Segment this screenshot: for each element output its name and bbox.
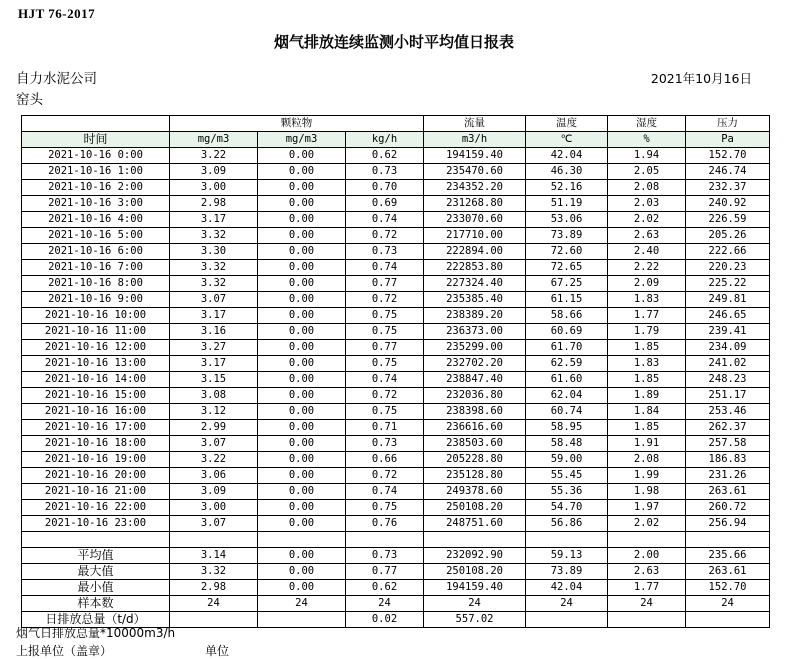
cell-flow: 232702.20: [424, 356, 526, 372]
cell-flow: 238389.20: [424, 308, 526, 324]
spacer-cell: [170, 532, 258, 548]
cell-pres: 186.83: [686, 452, 770, 468]
cell-pres: 263.61: [686, 484, 770, 500]
cell-time: 2021-10-16 12:00: [22, 340, 170, 356]
cell-c2: 0.00: [258, 148, 346, 164]
cell-pres: 239.41: [686, 324, 770, 340]
summary-c1: 3.32: [170, 564, 258, 580]
cell-time: 2021-10-16 19:00: [22, 452, 170, 468]
summary-label-average: 平均值: [22, 548, 170, 564]
summary-pres: 24: [686, 596, 770, 612]
summary-c1: 3.14: [170, 548, 258, 564]
header-unit-humidity: %: [608, 132, 686, 148]
cell-temp: 59.00: [526, 452, 608, 468]
summary-label-daily-total: 日排放总量（t/d）: [22, 612, 170, 628]
summary-hum: [608, 612, 686, 628]
summary-flow: 557.02: [424, 612, 526, 628]
cell-time: 2021-10-16 3:00: [22, 196, 170, 212]
table-row: [22, 516, 770, 532]
cell-c2: 0.00: [258, 484, 346, 500]
cell-c2: 0.00: [258, 212, 346, 228]
table-row: [22, 308, 770, 324]
cell-c1: 3.07: [170, 516, 258, 532]
spacer-cell: [346, 532, 424, 548]
summary-flow: 232092.90: [424, 548, 526, 564]
cell-c1: 2.99: [170, 420, 258, 436]
cell-c2: 0.00: [258, 276, 346, 292]
cell-c1: 3.22: [170, 452, 258, 468]
cell-temp: 62.59: [526, 356, 608, 372]
cell-c2: 0.00: [258, 372, 346, 388]
cell-c3: 0.75: [346, 500, 424, 516]
cell-c2: 0.00: [258, 324, 346, 340]
summary-c3: 0.62: [346, 580, 424, 596]
cell-time: 2021-10-16 15:00: [22, 388, 170, 404]
cell-pres: 246.74: [686, 164, 770, 180]
cell-pres: 246.65: [686, 308, 770, 324]
table-group-header-row: [22, 116, 770, 132]
cell-c3: 0.72: [346, 468, 424, 484]
cell-temp: 55.45: [526, 468, 608, 484]
summary-c3: 0.77: [346, 564, 424, 580]
cell-hum: 1.99: [608, 468, 686, 484]
summary-c2: 0.00: [258, 548, 346, 564]
summary-flow: 194159.40: [424, 580, 526, 596]
cell-time: 2021-10-16 8:00: [22, 276, 170, 292]
cell-hum: 2.02: [608, 212, 686, 228]
cell-time: 2021-10-16 5:00: [22, 228, 170, 244]
cell-temp: 73.89: [526, 228, 608, 244]
cell-time: 2021-10-16 2:00: [22, 180, 170, 196]
summary-temp: 42.04: [526, 580, 608, 596]
cell-temp: 58.48: [526, 436, 608, 452]
cell-hum: 1.85: [608, 340, 686, 356]
cell-time: 2021-10-16 16:00: [22, 404, 170, 420]
table-row: [22, 180, 770, 196]
header-unit-temperature: ℃: [526, 132, 608, 148]
cell-hum: 2.08: [608, 452, 686, 468]
cell-c1: 2.98: [170, 196, 258, 212]
cell-c1: 3.22: [170, 148, 258, 164]
summary-hum: 1.77: [608, 580, 686, 596]
cell-hum: 1.98: [608, 484, 686, 500]
report-table-container: [21, 115, 769, 628]
cell-c3: 0.76: [346, 516, 424, 532]
cell-c3: 0.74: [346, 260, 424, 276]
cell-hum: 1.85: [608, 420, 686, 436]
cell-c2: 0.00: [258, 196, 346, 212]
summary-temp: 73.89: [526, 564, 608, 580]
cell-pres: 248.23: [686, 372, 770, 388]
cell-pres: 241.02: [686, 356, 770, 372]
cell-c3: 0.72: [346, 228, 424, 244]
cell-c1: 3.32: [170, 228, 258, 244]
cell-c3: 0.66: [346, 452, 424, 468]
cell-flow: 238847.40: [424, 372, 526, 388]
summary-label-maximum: 最大值: [22, 564, 170, 580]
header-particulate: 颗粒物: [170, 116, 424, 132]
cell-c1: 3.32: [170, 276, 258, 292]
cell-flow: 227324.40: [424, 276, 526, 292]
summary-row-minimum: [22, 580, 770, 596]
cell-flow: 235128.80: [424, 468, 526, 484]
cell-c1: 3.08: [170, 388, 258, 404]
cell-c2: 0.00: [258, 228, 346, 244]
table-row: [22, 244, 770, 260]
cell-hum: 1.89: [608, 388, 686, 404]
summary-c3: 24: [346, 596, 424, 612]
table-row: [22, 404, 770, 420]
cell-c1: 3.06: [170, 468, 258, 484]
summary-label-sample-count: 样本数: [22, 596, 170, 612]
cell-c1: 3.09: [170, 164, 258, 180]
summary-pres: 235.66: [686, 548, 770, 564]
cell-flow: 238503.60: [424, 436, 526, 452]
cell-c2: 0.00: [258, 180, 346, 196]
cell-flow: 249378.60: [424, 484, 526, 500]
header-humidity: 湿度: [608, 116, 686, 132]
cell-c3: 0.72: [346, 292, 424, 308]
cell-c1: 3.17: [170, 356, 258, 372]
cell-pres: 234.09: [686, 340, 770, 356]
cell-c2: 0.00: [258, 308, 346, 324]
cell-c1: 3.32: [170, 260, 258, 276]
cell-c2: 0.00: [258, 436, 346, 452]
cell-hum: 1.94: [608, 148, 686, 164]
cell-c2: 0.00: [258, 260, 346, 276]
cell-hum: 2.03: [608, 196, 686, 212]
cell-c1: 3.09: [170, 484, 258, 500]
cell-flow: 248751.60: [424, 516, 526, 532]
cell-flow: 236373.00: [424, 324, 526, 340]
table-row: [22, 260, 770, 276]
cell-pres: 249.81: [686, 292, 770, 308]
cell-c3: 0.62: [346, 148, 424, 164]
table-row: [22, 164, 770, 180]
table-row: [22, 324, 770, 340]
cell-hum: 1.83: [608, 356, 686, 372]
cell-hum: 2.02: [608, 516, 686, 532]
footer-unit-label: 单位: [205, 644, 230, 658]
table-row: [22, 340, 770, 356]
header-unit-c1: mg/m3: [170, 132, 258, 148]
cell-c3: 0.73: [346, 436, 424, 452]
cell-pres: 226.59: [686, 212, 770, 228]
cell-temp: 62.04: [526, 388, 608, 404]
cell-pres: 232.37: [686, 180, 770, 196]
cell-time: 2021-10-16 20:00: [22, 468, 170, 484]
table-row: [22, 196, 770, 212]
header-unit-c3: kg/h: [346, 132, 424, 148]
cell-time: 2021-10-16 1:00: [22, 164, 170, 180]
report-date: 2021年10月16日: [650, 71, 752, 86]
cell-temp: 46.30: [526, 164, 608, 180]
cell-temp: 61.15: [526, 292, 608, 308]
table-row: [22, 356, 770, 372]
cell-time: 2021-10-16 14:00: [22, 372, 170, 388]
cell-temp: 60.69: [526, 324, 608, 340]
table-row: [22, 468, 770, 484]
cell-temp: 72.60: [526, 244, 608, 260]
summary-pres: 152.70: [686, 580, 770, 596]
header-flow: 流量: [424, 116, 526, 132]
cell-flow: 233070.60: [424, 212, 526, 228]
cell-hum: 2.22: [608, 260, 686, 276]
cell-temp: 53.06: [526, 212, 608, 228]
cell-hum: 1.85: [608, 372, 686, 388]
cell-temp: 54.70: [526, 500, 608, 516]
cell-flow: 235385.40: [424, 292, 526, 308]
cell-c1: 3.17: [170, 212, 258, 228]
cell-temp: 61.60: [526, 372, 608, 388]
summary-c2: 0.00: [258, 580, 346, 596]
table-row: [22, 484, 770, 500]
summary-pres: [686, 612, 770, 628]
table-row: [22, 212, 770, 228]
table-row: [22, 420, 770, 436]
cell-c3: 0.75: [346, 404, 424, 420]
spacer-cell: [424, 532, 526, 548]
cell-temp: 60.74: [526, 404, 608, 420]
summary-c1: 2.98: [170, 580, 258, 596]
cell-time: 2021-10-16 0:00: [22, 148, 170, 164]
cell-c3: 0.75: [346, 308, 424, 324]
summary-c2: [258, 612, 346, 628]
cell-c3: 0.75: [346, 356, 424, 372]
cell-time: 2021-10-16 17:00: [22, 420, 170, 436]
cell-time: 2021-10-16 21:00: [22, 484, 170, 500]
table-row: [22, 292, 770, 308]
cell-hum: 1.97: [608, 500, 686, 516]
unit-name: 窑头: [16, 92, 43, 108]
cell-flow: 236616.60: [424, 420, 526, 436]
cell-c1: 3.00: [170, 500, 258, 516]
cell-flow: 217710.00: [424, 228, 526, 244]
cell-c3: 0.74: [346, 372, 424, 388]
cell-time: 2021-10-16 22:00: [22, 500, 170, 516]
cell-pres: 257.58: [686, 436, 770, 452]
spacer-cell: [22, 532, 170, 548]
cell-c3: 0.74: [346, 484, 424, 500]
cell-temp: 72.65: [526, 260, 608, 276]
company-name: 自力水泥公司: [16, 71, 97, 87]
cell-c1: 3.30: [170, 244, 258, 260]
header-unit-flow: m3/h: [424, 132, 526, 148]
cell-pres: 222.66: [686, 244, 770, 260]
cell-flow: 234352.20: [424, 180, 526, 196]
cell-c1: 3.07: [170, 436, 258, 452]
summary-c2: 24: [258, 596, 346, 612]
summary-temp: 59.13: [526, 548, 608, 564]
cell-c3: 0.77: [346, 276, 424, 292]
cell-c3: 0.71: [346, 420, 424, 436]
summary-row-sample-count: [22, 596, 770, 612]
cell-c1: 3.27: [170, 340, 258, 356]
cell-c3: 0.72: [346, 388, 424, 404]
cell-c2: 0.00: [258, 292, 346, 308]
table-row: [22, 388, 770, 404]
cell-hum: 2.09: [608, 276, 686, 292]
cell-c2: 0.00: [258, 516, 346, 532]
cell-c2: 0.00: [258, 244, 346, 260]
cell-hum: 1.77: [608, 308, 686, 324]
cell-time: 2021-10-16 9:00: [22, 292, 170, 308]
cell-pres: 260.72: [686, 500, 770, 516]
cell-pres: 262.37: [686, 420, 770, 436]
cell-c2: 0.00: [258, 404, 346, 420]
summary-temp: [526, 612, 608, 628]
summary-c1: [170, 612, 258, 628]
cell-hum: 2.05: [608, 164, 686, 180]
table-row: [22, 452, 770, 468]
cell-c1: 3.12: [170, 404, 258, 420]
summary-flow: 250108.20: [424, 564, 526, 580]
cell-hum: 2.40: [608, 244, 686, 260]
cell-flow: 194159.40: [424, 148, 526, 164]
cell-flow: 231268.80: [424, 196, 526, 212]
table-row: [22, 276, 770, 292]
cell-flow: 222894.00: [424, 244, 526, 260]
cell-hum: 1.83: [608, 292, 686, 308]
report-table: [21, 115, 770, 628]
cell-c1: 3.16: [170, 324, 258, 340]
cell-pres: 225.22: [686, 276, 770, 292]
header-pressure: 压力: [686, 116, 770, 132]
summary-c1: 24: [170, 596, 258, 612]
cell-hum: 1.84: [608, 404, 686, 420]
cell-flow: 235470.60: [424, 164, 526, 180]
page-title: 烟气排放连续监测小时平均值日报表: [273, 33, 514, 51]
cell-temp: 58.95: [526, 420, 608, 436]
cell-temp: 55.36: [526, 484, 608, 500]
cell-hum: 2.08: [608, 180, 686, 196]
summary-c3: 0.02: [346, 612, 424, 628]
cell-temp: 51.19: [526, 196, 608, 212]
table-spacer-row: [22, 532, 770, 548]
cell-c1: 3.17: [170, 308, 258, 324]
cell-pres: 231.26: [686, 468, 770, 484]
cell-temp: 58.66: [526, 308, 608, 324]
cell-flow: 205228.80: [424, 452, 526, 468]
cell-time: 2021-10-16 6:00: [22, 244, 170, 260]
header-time-label: 时间: [22, 132, 170, 148]
summary-temp: 24: [526, 596, 608, 612]
summary-hum: 2.63: [608, 564, 686, 580]
cell-c1: 3.00: [170, 180, 258, 196]
summary-hum: 2.00: [608, 548, 686, 564]
cell-hum: 1.79: [608, 324, 686, 340]
cell-c3: 0.75: [346, 324, 424, 340]
cell-time: 2021-10-16 11:00: [22, 324, 170, 340]
cell-hum: 2.63: [608, 228, 686, 244]
cell-pres: 205.26: [686, 228, 770, 244]
header-time-blank: [22, 116, 170, 132]
cell-pres: 240.92: [686, 196, 770, 212]
cell-pres: 152.70: [686, 148, 770, 164]
summary-label-minimum: 最小值: [22, 580, 170, 596]
cell-temp: 67.25: [526, 276, 608, 292]
cell-pres: 256.94: [686, 516, 770, 532]
header-unit-pressure: Pa: [686, 132, 770, 148]
summary-row-maximum: [22, 564, 770, 580]
cell-flow: 235299.00: [424, 340, 526, 356]
cell-c3: 0.77: [346, 340, 424, 356]
cell-c2: 0.00: [258, 468, 346, 484]
summary-row-average: [22, 548, 770, 564]
summary-c2: 0.00: [258, 564, 346, 580]
table-unit-header-row: [22, 132, 770, 148]
summary-flow: 24: [424, 596, 526, 612]
cell-pres: 253.46: [686, 404, 770, 420]
cell-temp: 61.70: [526, 340, 608, 356]
cell-temp: 56.86: [526, 516, 608, 532]
header-temperature: 温度: [526, 116, 608, 132]
cell-flow: 250108.20: [424, 500, 526, 516]
footer-note-total: 烟气日排放总量*10000m3/h: [16, 626, 176, 640]
cell-c1: 3.15: [170, 372, 258, 388]
cell-time: 2021-10-16 10:00: [22, 308, 170, 324]
summary-hum: 24: [608, 596, 686, 612]
cell-c2: 0.00: [258, 388, 346, 404]
cell-time: 2021-10-16 18:00: [22, 436, 170, 452]
table-row: [22, 148, 770, 164]
cell-c2: 0.00: [258, 340, 346, 356]
standard-code: HJT 76-2017: [18, 6, 96, 21]
table-row: [22, 372, 770, 388]
cell-flow: 222853.80: [424, 260, 526, 276]
cell-c3: 0.73: [346, 164, 424, 180]
cell-flow: 238398.60: [424, 404, 526, 420]
cell-temp: 52.16: [526, 180, 608, 196]
summary-c3: 0.73: [346, 548, 424, 564]
cell-c2: 0.00: [258, 420, 346, 436]
cell-c1: 3.07: [170, 292, 258, 308]
spacer-cell: [258, 532, 346, 548]
cell-c2: 0.00: [258, 452, 346, 468]
cell-pres: 220.23: [686, 260, 770, 276]
footer-reporting-unit: 上报单位（盖章）: [16, 644, 113, 658]
cell-flow: 232036.80: [424, 388, 526, 404]
cell-c3: 0.69: [346, 196, 424, 212]
cell-hum: 1.91: [608, 436, 686, 452]
spacer-cell: [686, 532, 770, 548]
cell-temp: 42.04: [526, 148, 608, 164]
cell-c3: 0.70: [346, 180, 424, 196]
table-row: [22, 228, 770, 244]
cell-time: 2021-10-16 4:00: [22, 212, 170, 228]
cell-c2: 0.00: [258, 164, 346, 180]
table-row: [22, 436, 770, 452]
cell-time: 2021-10-16 13:00: [22, 356, 170, 372]
cell-time: 2021-10-16 23:00: [22, 516, 170, 532]
cell-pres: 251.17: [686, 388, 770, 404]
spacer-cell: [608, 532, 686, 548]
summary-pres: 263.61: [686, 564, 770, 580]
cell-time: 2021-10-16 7:00: [22, 260, 170, 276]
cell-c2: 0.00: [258, 500, 346, 516]
cell-c2: 0.00: [258, 356, 346, 372]
cell-c3: 0.74: [346, 212, 424, 228]
spacer-cell: [526, 532, 608, 548]
header-unit-c2: mg/m3: [258, 132, 346, 148]
table-row: [22, 500, 770, 516]
cell-c3: 0.73: [346, 244, 424, 260]
